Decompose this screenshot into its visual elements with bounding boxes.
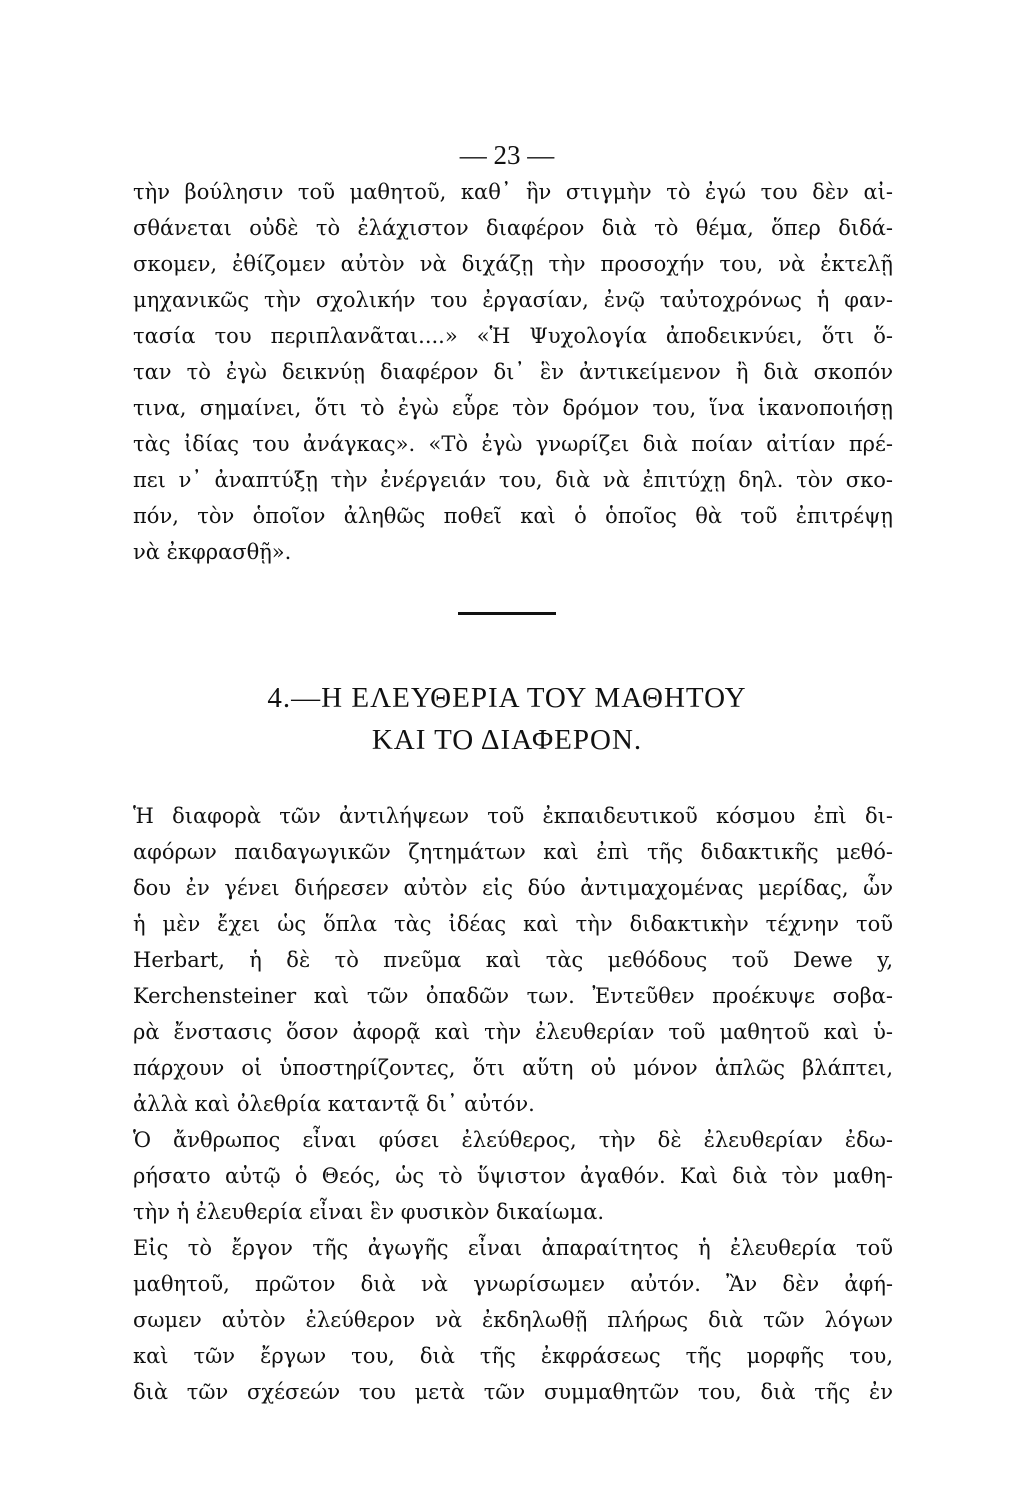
text-line: τὴν βούλησιν τοῦ μαθητοῦ, καθ᾽ ἣν στιγμὴν τὸ ἐγώ του δὲν αἰ-	[133, 180, 893, 204]
text-line: πάρχουν οἱ ὑποστηρίζοντες, ὅτι αὕτη οὐ μόνον ἁπλῶς βλάπτει,	[133, 1056, 893, 1080]
section-heading-line-1: 4.—Η ΕΛΕΥΘΕΡΙΑ ΤΟΥ ΜΑΘΗΤΟΥ	[267, 682, 747, 714]
page-number: — 23 —	[459, 140, 555, 170]
text-line: νὰ ἐκφρασθῇ».	[133, 540, 292, 564]
text-line: Herbart, ἡ δὲ τὸ πνεῦμα καὶ τὰς μεθόδους τοῦ Dewe y,	[133, 948, 893, 972]
text-line: διὰ τῶν σχέσεών του μετὰ τῶν συμμαθητῶν του, διὰ τῆς ἐν	[133, 1380, 893, 1404]
text-line: τὴν ἡ ἐλευθερία εἶναι ἓν φυσικὸν δικαίωμα.	[133, 1200, 605, 1224]
text-line: Kerchensteiner καὶ τῶν ὀπαδῶν των. Ἐντεῦθεν προέκυψε σοβα-	[133, 984, 893, 1008]
text-line: αφόρων παιδαγωγικῶν ζητημάτων καὶ ἐπὶ τῆς διδακτικῆς μεθό-	[133, 840, 893, 864]
paragraph-freedom-necessary	[133, 1230, 893, 1410]
paragraph-differences	[133, 798, 893, 1122]
text-line: σθάνεται οὐδὲ τὸ ἐλάχιστον διαφέρον διὰ τὸ θέμα, ὅπερ διδά-	[133, 216, 893, 240]
text-line: Ὁ ἄνθρωπος εἶναι φύσει ἐλεύθερος, τὴν δὲ ἐλευθερίαν ἐδω-	[133, 1128, 893, 1152]
text-line: μηχανικῶς τὴν σχολικήν του ἐργασίαν, ἐνῷ ταὐτοχρόνως ἡ φαν-	[133, 288, 893, 312]
paragraph-quote-continuation	[133, 174, 893, 570]
section-divider	[458, 612, 556, 615]
text-line: σκομεν, ἐθίζομεν αὐτὸν νὰ διχάζῃ τὴν προσοχήν του, νὰ ἐκτελῇ	[133, 252, 893, 276]
section-heading-line-2: ΚΑΙ ΤΟ ΔΙΑΦΕΡΟΝ.	[371, 724, 643, 756]
text-line: μαθητοῦ, πρῶτον διὰ νὰ γνωρίσωμεν αὐτόν. Ἂν δὲν ἀφή-	[133, 1272, 893, 1296]
text-line: δου ἐν γένει διήρεσεν αὐτὸν εἰς δύο ἀντιμαχομένας μερίδας, ὧν	[133, 876, 893, 900]
section-body	[133, 798, 893, 1410]
text-line: πόν, τὸν ὁποῖον ἀληθῶς ποθεῖ καὶ ὁ ὁποῖος θὰ τοῦ ἐπιτρέψῃ	[133, 504, 893, 528]
text-line: Εἰς τὸ ἔργον τῆς ἀγωγῆς εἶναι ἀπαραίτητος ἡ ἐλευθερία τοῦ	[133, 1236, 893, 1260]
text-line: ἀλλὰ καὶ ὀλεθρία καταντᾷ δι᾽ αὐτόν.	[133, 1092, 535, 1116]
text-line: ἡ μὲν ἔχει ὡς ὅπλα τὰς ἰδέας καὶ τὴν διδακτικὴν τέχνην τοῦ	[133, 912, 893, 936]
text-line: ρὰ ἔνστασις ὅσον ἀφορᾷ καὶ τὴν ἐλευθερίαν τοῦ μαθητοῦ καὶ ὑ-	[133, 1020, 893, 1044]
text-line: Ἡ διαφορὰ τῶν ἀντιλήψεων τοῦ ἐκπαιδευτικοῦ κόσμου ἐπὶ δι-	[133, 804, 893, 828]
text-line: ρήσατο αὐτῷ ὁ Θεός, ὡς τὸ ὕψιστον ἀγαθόν. Καὶ διὰ τὸν μαθη-	[133, 1164, 893, 1188]
text-line: καὶ τῶν ἔργων του, διὰ τῆς ἐκφράσεως τῆς μορφῆς του,	[133, 1344, 893, 1368]
text-line: σωμεν αὐτὸν ἐλεύθερον νὰ ἐκδηλωθῇ πλήρως διὰ τῶν λόγων	[133, 1308, 893, 1332]
text-line: τὰς ἰδίας του ἀνάγκας». «Τὸ ἐγὼ γνωρίζει διὰ ποίαν αἰτίαν πρέ-	[133, 432, 893, 456]
paragraph-freedom-by-nature	[133, 1122, 893, 1230]
text-line: τασία του περιπλανᾶται....» «Ἡ Ψυχολογία ἀποδεικνύει, ὅτι ὅ-	[133, 324, 893, 348]
text-line: πει ν᾽ ἀναπτύξῃ τὴν ἐνέργειάν του, διὰ νὰ ἐπιτύχῃ δηλ. τὸν σκο-	[133, 468, 893, 492]
text-line: τινα, σημαίνει, ὅτι τὸ ἐγὼ εὗρε τὸν δρόμον του, ἵνα ἱκανοποιήσῃ	[133, 396, 893, 420]
text-line: ταν τὸ ἐγὼ δεικνύῃ διαφέρον δι᾽ ἓν ἀντικείμενον ἢ διὰ σκοπόν	[133, 360, 893, 384]
